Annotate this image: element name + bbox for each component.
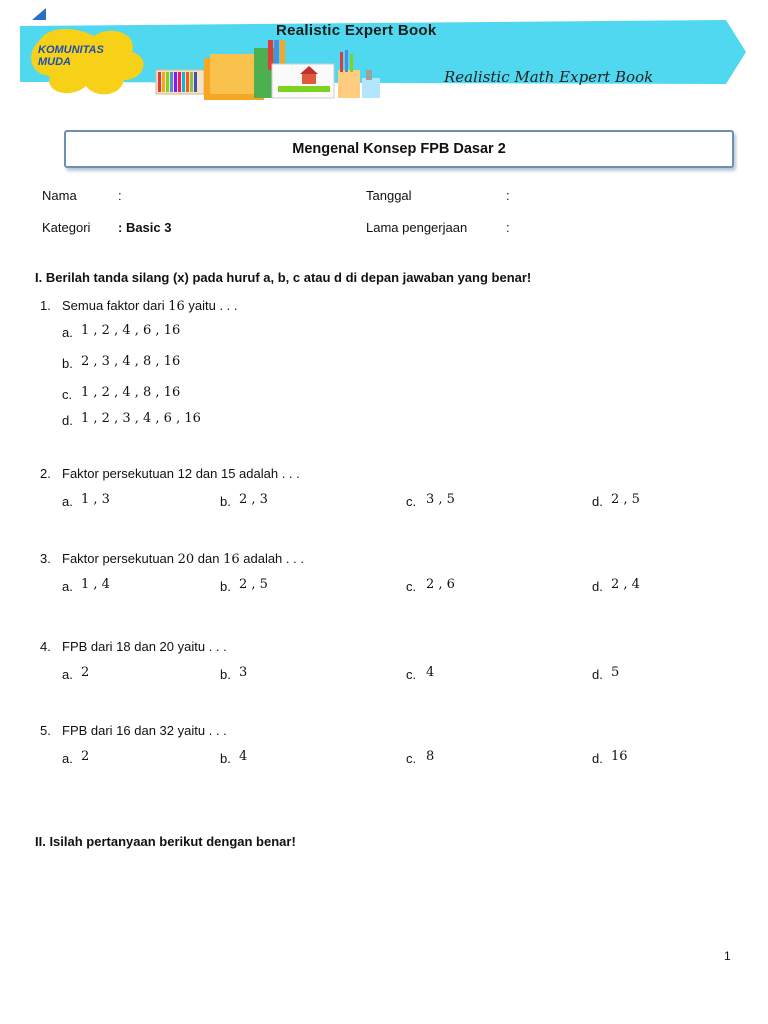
q5-option-d-text: 16: [611, 749, 628, 764]
page-number: 1: [724, 949, 731, 963]
q2-option-a-letter[interactable]: a.: [62, 494, 73, 509]
question-5-text: FPB dari 16 dan 32 yaitu . . .: [62, 723, 227, 738]
q5-option-b-text: 4: [239, 749, 248, 764]
q1-option-c-letter[interactable]: c.: [62, 387, 73, 402]
q3-option-d-letter[interactable]: d.: [592, 579, 603, 594]
kategori-label: Kategori: [42, 220, 91, 235]
q5-option-a-text: 2: [81, 749, 90, 764]
q2-option-a-text: 1 , 3: [81, 492, 110, 507]
question-1-text: Semua faktor dari 16 yaitu . . .: [62, 298, 238, 314]
q2-option-b-letter[interactable]: b.: [220, 494, 231, 509]
q2-option-c-text: 3 , 5: [426, 492, 455, 507]
q1-option-a-text: 1 , 2 , 4 , 6 , 16: [81, 323, 181, 338]
q4-option-a-letter[interactable]: a.: [62, 667, 73, 682]
q4-option-c-text: 4: [426, 665, 435, 680]
q1-option-d-text: 1 , 2 , 3 , 4 , 6 , 16: [81, 411, 201, 426]
q5-option-c-text: 8: [426, 749, 435, 764]
q3-option-d-text: 2 , 4: [611, 577, 640, 592]
q1-option-a-letter[interactable]: a.: [62, 325, 73, 340]
q5-option-c-letter[interactable]: c.: [406, 751, 417, 766]
question-4-text: FPB dari 18 dan 20 yaitu . . .: [62, 639, 227, 654]
q2-option-c-letter[interactable]: c.: [406, 494, 417, 509]
q5-option-d-letter[interactable]: d.: [592, 751, 603, 766]
q2-option-b-text: 2 , 3: [239, 492, 268, 507]
q2-option-d-text: 2 , 5: [611, 492, 640, 507]
nama-label: Nama: [42, 188, 77, 203]
question-3-text: Faktor persekutuan 20 dan 16 adalah . . .: [62, 551, 304, 567]
lama-pengerjaan-label: Lama pengerjaan: [366, 220, 468, 235]
question-2-number: 2.: [40, 466, 51, 481]
tanggal-label: Tanggal: [366, 188, 412, 203]
question-3-number: 3.: [40, 551, 51, 566]
nama-colon: :: [118, 188, 122, 203]
q5-option-a-letter[interactable]: a.: [62, 751, 73, 766]
worksheet-title-box: [64, 130, 734, 168]
section-2-heading: II. Isilah pertanyaan berikut dengan benar!: [35, 834, 296, 849]
banner-title: Realistic Expert Book: [276, 22, 437, 39]
q4-option-d-letter[interactable]: d.: [592, 667, 603, 682]
q1-option-b-text: 2 , 3 , 4 , 8 , 16: [81, 354, 181, 369]
q4-option-c-letter[interactable]: c.: [406, 667, 417, 682]
section-1-heading: I. Berilah tanda silang (x) pada huruf a, b, c atau d di depan jawaban yang benar!: [35, 270, 532, 285]
lama-pengerjaan-colon: :: [506, 220, 510, 235]
kategori-value: : Basic 3: [118, 220, 172, 235]
q3-option-a-text: 1 , 4: [81, 577, 110, 592]
q1-option-c-text: 1 , 2 , 4 , 8 , 16: [81, 385, 181, 400]
question-5-number: 5.: [40, 723, 51, 738]
q1-option-d-letter[interactable]: d.: [62, 413, 73, 428]
q4-option-d-text: 5: [611, 665, 620, 680]
q4-option-a-text: 2: [81, 665, 90, 680]
q2-option-d-letter[interactable]: d.: [592, 494, 603, 509]
q4-option-b-letter[interactable]: b.: [220, 667, 231, 682]
question-4-number: 4.: [40, 639, 51, 654]
q4-option-b-text: 3: [239, 665, 248, 680]
header-banner: [20, 18, 748, 106]
q5-option-b-letter[interactable]: b.: [220, 751, 231, 766]
question-1-number: 1.: [40, 298, 51, 313]
q3-option-a-letter[interactable]: a.: [62, 579, 73, 594]
worksheet-title: Mengenal Konsep FPB Dasar 2: [292, 141, 506, 157]
q1-option-b-letter[interactable]: b.: [62, 356, 73, 371]
q3-option-b-letter[interactable]: b.: [220, 579, 231, 594]
banner-script-title: Realistic Math Expert Book: [444, 68, 654, 86]
logo-text: KOMUNITAS MUDA: [38, 44, 104, 68]
q3-option-c-text: 2 , 6: [426, 577, 455, 592]
q3-option-b-text: 2 , 5: [239, 577, 268, 592]
tanggal-colon: :: [506, 188, 510, 203]
q3-option-c-letter[interactable]: c.: [406, 579, 417, 594]
question-2-text: Faktor persekutuan 12 dan 15 adalah . . .: [62, 466, 300, 481]
